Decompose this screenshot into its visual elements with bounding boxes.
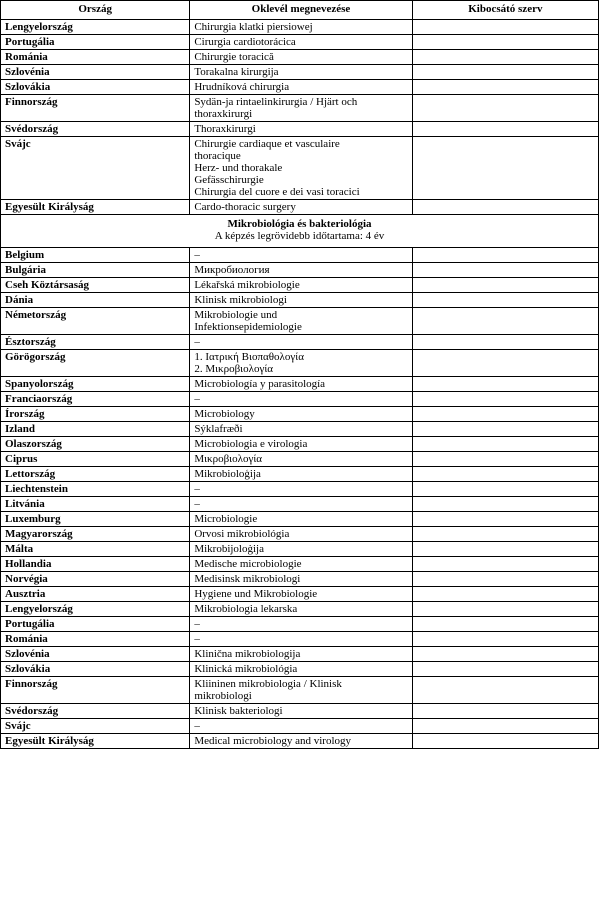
- table-row: [1, 335, 599, 350]
- diploma-line: Microbiology: [194, 408, 255, 420]
- diploma-cell: [190, 35, 412, 50]
- table-row: [1, 293, 599, 308]
- issuer-cell: [412, 278, 598, 293]
- table-row: [1, 587, 599, 602]
- diploma-line: Mikrobiologia lekarska: [194, 603, 298, 615]
- table-row: [1, 734, 599, 749]
- diploma-cell: [190, 20, 412, 35]
- country-cell: Liechtenstein: [1, 482, 190, 497]
- country-cell: Litvánia: [1, 497, 190, 512]
- table-row: [1, 467, 599, 482]
- issuer-cell: [412, 35, 598, 50]
- table-row: [1, 377, 599, 392]
- issuer-cell: [412, 377, 598, 392]
- diploma-line: Lékařská mikrobiologie: [194, 279, 300, 291]
- diploma-cell: [190, 80, 412, 95]
- table-row: [1, 80, 599, 95]
- diploma-line: Sydän-ja rintaelinkirurgia / Hjärt och: [194, 96, 358, 108]
- diploma-line: –: [194, 483, 200, 495]
- diploma-cell: [190, 350, 412, 377]
- table-row: [1, 308, 599, 335]
- country-cell: Bulgária: [1, 263, 190, 278]
- issuer-cell: [412, 482, 598, 497]
- diploma-cell: [190, 248, 412, 263]
- column-header-country: Ország: [1, 1, 190, 20]
- diploma-line: Orvosi mikrobiológia: [194, 528, 290, 540]
- diploma-line: Medische microbiologie: [194, 558, 302, 570]
- issuer-cell: [412, 527, 598, 542]
- issuer-cell: [412, 50, 598, 65]
- diploma-line: Klinická mikrobiológia: [194, 663, 298, 675]
- diploma-cell: [190, 467, 412, 482]
- table-row: [1, 422, 599, 437]
- issuer-cell: [412, 122, 598, 137]
- country-cell: Norvégia: [1, 572, 190, 587]
- country-cell: Románia: [1, 632, 190, 647]
- country-cell: Németország: [1, 308, 190, 335]
- column-header-diploma: Oklevél megnevezése: [190, 1, 412, 20]
- column-header-issuer: Kibocsátó szerv: [412, 1, 598, 20]
- diploma-line: Klinisk bakteriologi: [194, 705, 283, 717]
- issuer-cell: [412, 719, 598, 734]
- country-cell: Románia: [1, 50, 190, 65]
- issuer-cell: [412, 452, 598, 467]
- diploma-line: –: [194, 720, 200, 732]
- issuer-cell: [412, 335, 598, 350]
- diploma-line: Mikrobiologie und: [194, 309, 278, 321]
- diploma-cell: [190, 497, 412, 512]
- diploma-cell: [190, 293, 412, 308]
- diploma-cell: [190, 677, 412, 704]
- diploma-cell: [190, 50, 412, 65]
- issuer-cell: [412, 65, 598, 80]
- issuer-cell: [412, 20, 598, 35]
- diploma-cell: [190, 617, 412, 632]
- section-subtitle: A képzés legrövidebb időtartama: 4 év: [214, 230, 385, 242]
- country-cell: Izland: [1, 422, 190, 437]
- diploma-line: Medisinsk mikrobiologi: [194, 573, 301, 585]
- diploma-cell: [190, 65, 412, 80]
- table-row: [1, 497, 599, 512]
- diploma-cell: [190, 704, 412, 719]
- diploma-cell: [190, 392, 412, 407]
- diploma-cell: [190, 512, 412, 527]
- section-header: [1, 215, 599, 248]
- table-row: [1, 95, 599, 122]
- diploma-cell: [190, 335, 412, 350]
- diploma-line: Klinična mikrobiologija: [194, 648, 301, 660]
- diploma-line: Sýklafræði: [194, 423, 243, 435]
- diploma-line: thoracique: [194, 150, 241, 162]
- diploma-line: Mikrobijoloġija: [194, 543, 264, 555]
- country-cell: Olaszország: [1, 437, 190, 452]
- table-row: [1, 122, 599, 137]
- section-block: [1, 215, 599, 248]
- country-cell: Portugália: [1, 617, 190, 632]
- diploma-line: Chirurgia del cuore e dei vasi toracici: [194, 186, 360, 198]
- diploma-cell: [190, 95, 412, 122]
- diploma-cell: [190, 602, 412, 617]
- table-row: [1, 452, 599, 467]
- issuer-cell: [412, 647, 598, 662]
- diploma-cell: [190, 587, 412, 602]
- issuer-cell: [412, 80, 598, 95]
- country-cell: Lettország: [1, 467, 190, 482]
- issuer-cell: [412, 542, 598, 557]
- issuer-cell: [412, 437, 598, 452]
- issuer-cell: [412, 617, 598, 632]
- table-row: [1, 65, 599, 80]
- country-cell: Dánia: [1, 293, 190, 308]
- diploma-line: Chirurgie cardiaque et vasculaire: [194, 138, 340, 150]
- diploma-line: Cardo-thoracic surgery: [194, 201, 296, 213]
- diploma-cell: [190, 452, 412, 467]
- country-cell: Finnország: [1, 95, 190, 122]
- country-cell: Egyesült Királyság: [1, 200, 190, 215]
- country-cell: Görögország: [1, 350, 190, 377]
- table-row: [1, 407, 599, 422]
- diploma-cell: [190, 482, 412, 497]
- table-row: [1, 542, 599, 557]
- country-cell: Svájc: [1, 719, 190, 734]
- table-row: [1, 602, 599, 617]
- issuer-cell: [412, 407, 598, 422]
- country-cell: Svédország: [1, 704, 190, 719]
- diploma-line: mikrobiologi: [194, 690, 252, 702]
- table-row: [1, 617, 599, 632]
- diploma-line: Klinisk mikrobiologi: [194, 294, 287, 306]
- country-cell: Lengyelország: [1, 602, 190, 617]
- diploma-line: Gefässchirurgie: [194, 174, 264, 186]
- country-cell: Szlovákia: [1, 80, 190, 95]
- table-row: [1, 632, 599, 647]
- country-cell: Szlovénia: [1, 647, 190, 662]
- table-row: [1, 35, 599, 50]
- diploma-line: Cirurgia cardiotorácica: [194, 36, 296, 48]
- country-cell: Ciprus: [1, 452, 190, 467]
- diploma-cell: [190, 200, 412, 215]
- diploma-line: Microbiología y parasitología: [194, 378, 326, 390]
- issuer-cell: [412, 200, 598, 215]
- issuer-cell: [412, 632, 598, 647]
- table-row: [1, 704, 599, 719]
- diploma-line: Herz- und thorakale: [194, 162, 283, 174]
- diploma-line: Kliininen mikrobiologia / Klinisk: [194, 678, 342, 690]
- table-row: [1, 137, 599, 200]
- country-cell: Svédország: [1, 122, 190, 137]
- table-row: [1, 437, 599, 452]
- table-row: [1, 392, 599, 407]
- table-row: [1, 677, 599, 704]
- diploma-line: Hrudníková chirurgia: [194, 81, 290, 93]
- section-header-row: [1, 215, 599, 248]
- issuer-cell: [412, 95, 598, 122]
- diploma-line: Infektionsepidemiologie: [194, 321, 302, 333]
- diploma-line: Chirurgie toracică: [194, 51, 274, 63]
- diploma-line: Μικροβιολογία: [194, 453, 263, 465]
- diploma-cell: [190, 407, 412, 422]
- country-cell: Magyarország: [1, 527, 190, 542]
- diploma-line: thoraxkirurgi: [194, 108, 253, 120]
- table-row: [1, 278, 599, 293]
- issuer-cell: [412, 248, 598, 263]
- diploma-cell: [190, 647, 412, 662]
- issuer-cell: [412, 263, 598, 278]
- issuer-cell: [412, 587, 598, 602]
- diploma-cell: [190, 557, 412, 572]
- country-cell: Cseh Köztársaság: [1, 278, 190, 293]
- diploma-line: Microbiologie: [194, 513, 258, 525]
- diploma-line: 2. Μικροβιολογία: [194, 363, 274, 375]
- issuer-cell: [412, 662, 598, 677]
- diploma-line: Torakalna kirurgija: [194, 66, 279, 78]
- table-row: [1, 647, 599, 662]
- diploma-cell: [190, 572, 412, 587]
- country-cell: Svájc: [1, 137, 190, 200]
- table-row: [1, 527, 599, 542]
- table-row: [1, 248, 599, 263]
- diploma-line: 1. Ιατρική Βιοπαθολογία: [194, 351, 304, 363]
- issuer-cell: [412, 677, 598, 704]
- diploma-line: Mikrobioloģija: [194, 468, 261, 480]
- country-cell: Spanyolország: [1, 377, 190, 392]
- country-cell: Lengyelország: [1, 20, 190, 35]
- diploma-cell: [190, 542, 412, 557]
- table-row: [1, 350, 599, 377]
- country-cell: Portugália: [1, 35, 190, 50]
- country-cell: Szlovákia: [1, 662, 190, 677]
- diploma-line: –: [194, 249, 200, 261]
- diploma-line: –: [194, 393, 200, 405]
- diploma-line: –: [194, 498, 200, 510]
- diploma-cell: [190, 137, 412, 200]
- issuer-cell: [412, 512, 598, 527]
- section-title: Mikrobiológia és bakteriológia: [227, 218, 372, 230]
- issuer-cell: [412, 497, 598, 512]
- issuer-cell: [412, 137, 598, 200]
- issuer-cell: [412, 350, 598, 377]
- country-cell: Málta: [1, 542, 190, 557]
- issuer-cell: [412, 602, 598, 617]
- diploma-cell: [190, 632, 412, 647]
- table-row: [1, 719, 599, 734]
- issuer-cell: [412, 557, 598, 572]
- diploma-line: Hygiene und Mikrobiologie: [194, 588, 318, 600]
- table-row: [1, 50, 599, 65]
- diploma-line: Thoraxkirurgi: [194, 123, 256, 135]
- issuer-cell: [412, 572, 598, 587]
- country-cell: Finnország: [1, 677, 190, 704]
- table-row: [1, 662, 599, 677]
- issuer-cell: [412, 734, 598, 749]
- country-cell: Ausztria: [1, 587, 190, 602]
- diploma-cell: [190, 263, 412, 278]
- issuer-cell: [412, 704, 598, 719]
- diploma-cell: [190, 422, 412, 437]
- issuer-cell: [412, 467, 598, 482]
- table-row: [1, 557, 599, 572]
- country-cell: Írország: [1, 407, 190, 422]
- country-cell: Hollandia: [1, 557, 190, 572]
- diploma-cell: [190, 662, 412, 677]
- diploma-cell: [190, 308, 412, 335]
- table-row: [1, 200, 599, 215]
- header-row: [1, 1, 599, 20]
- table-row: [1, 512, 599, 527]
- country-cell: Szlovénia: [1, 65, 190, 80]
- country-cell: Egyesült Királyság: [1, 734, 190, 749]
- diploma-line: –: [194, 336, 200, 348]
- diploma-line: Microbiologia e virologia: [194, 438, 308, 450]
- thoracic-surgery-rows: [1, 20, 599, 215]
- diploma-line: Medical microbiology and virology: [194, 735, 352, 747]
- country-cell: Észtország: [1, 335, 190, 350]
- diploma-cell: [190, 437, 412, 452]
- country-cell: Franciaország: [1, 392, 190, 407]
- issuer-cell: [412, 308, 598, 335]
- table-row: [1, 20, 599, 35]
- issuer-cell: [412, 392, 598, 407]
- diploma-line: –: [194, 633, 200, 645]
- issuer-cell: [412, 293, 598, 308]
- microbiology-rows: [1, 248, 599, 749]
- table-row: [1, 263, 599, 278]
- issuer-cell: [412, 422, 598, 437]
- diploma-cell: [190, 122, 412, 137]
- diploma-cell: [190, 527, 412, 542]
- table-row: [1, 482, 599, 497]
- country-cell: Luxemburg: [1, 512, 190, 527]
- diploma-cell: [190, 278, 412, 293]
- diploma-line: Chirurgia klatki piersiowej: [194, 21, 313, 33]
- diploma-line: –: [194, 618, 200, 630]
- country-cell: Belgium: [1, 248, 190, 263]
- diploma-cell: [190, 734, 412, 749]
- table-row: [1, 572, 599, 587]
- diploma-cell: [190, 377, 412, 392]
- diploma-line: Микробиология: [194, 264, 270, 276]
- diploma-cell: [190, 719, 412, 734]
